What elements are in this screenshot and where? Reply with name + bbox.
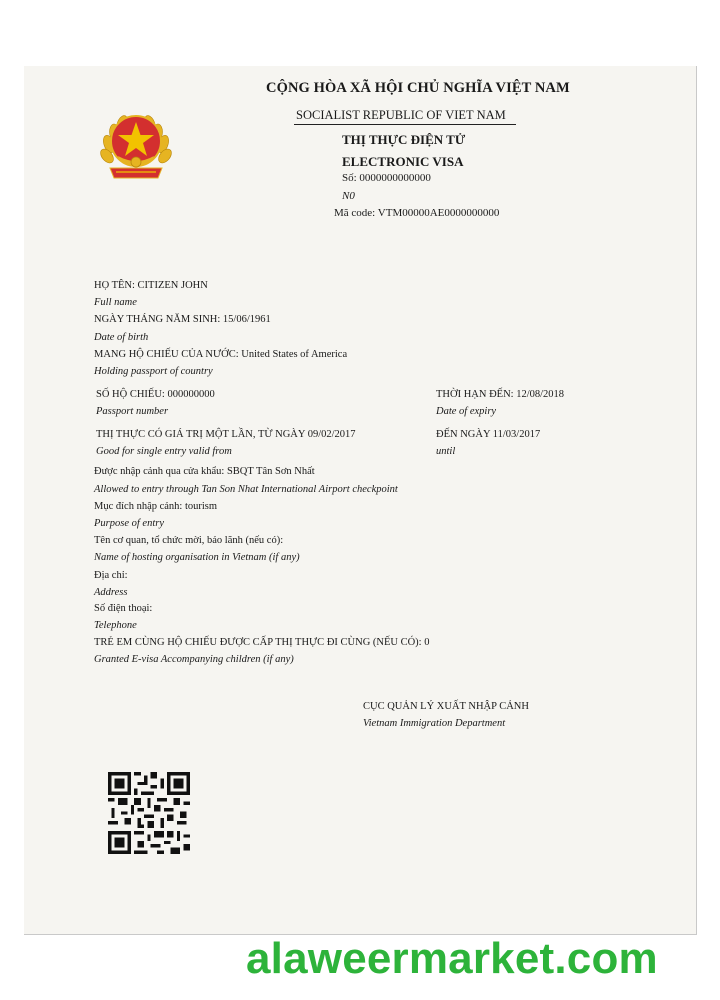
visa-number: Số: 0000000000000 <box>342 172 431 184</box>
address-en: Address <box>94 587 128 598</box>
telephone-en: Telephone <box>94 620 137 631</box>
authority-en: Vietnam Immigration Department <box>363 718 506 729</box>
passport-number-en: Passport number <box>96 406 169 417</box>
expiry-vn: THỜI HẠN ĐẾN: 12/08/2018 <box>436 389 565 400</box>
entry-point-en: Allowed to entry through Tan Son Nhat International Airport checkpoint <box>94 484 398 495</box>
valid-from-vn: THỊ THỰC CÓ GIÁ TRỊ MỘT LẦN, TỪ NGÀY 09/02/2017 <box>96 429 356 440</box>
passport-number-vn: SỐ HỘ CHIẾU: 000000000 <box>96 389 215 400</box>
authority-vn: CỤC QUẢN LÝ XUẤT NHẬP CẢNH <box>363 701 529 712</box>
purpose-vn: Mục đích nhập cảnh: tourism <box>94 501 218 512</box>
hosting-org-vn: Tên cơ quan, tổ chức mời, bảo lãnh (nếu có): <box>94 535 284 546</box>
telephone-vn: Số điện thoại: <box>94 603 153 614</box>
valid-from-en: Good for single entry valid from <box>96 446 232 457</box>
expiry-en: Date of expiry <box>436 406 497 417</box>
address-vn: Địa chỉ: <box>94 570 128 581</box>
full-name-en: Full name <box>94 297 137 308</box>
dob-en: Date of birth <box>94 332 149 343</box>
until-en: until <box>436 446 456 457</box>
country-en: Holding passport of country <box>94 366 213 377</box>
hosting-org-en: Name of hosting organisation in Vietnam (if any) <box>94 552 300 563</box>
republic-title-en: SOCIALIST REPUBLIC OF VIET NAM <box>296 108 506 122</box>
watermark-text: alaweermarket.com <box>246 934 658 983</box>
dob-vn: NGÀY THÁNG NĂM SINH: 15/06/1961 <box>94 314 271 325</box>
republic-title-vn: CỘNG HÒA XÃ HỘI CHỦ NGHĨA VIỆT NAM <box>266 80 570 96</box>
header-divider <box>294 124 516 125</box>
purpose-en: Purpose of entry <box>94 518 164 529</box>
ma-code: Mã code: VTM00000AE0000000000 <box>334 207 500 219</box>
country-vn: MANG HỘ CHIẾU CỦA NƯỚC: United States of America <box>94 349 348 360</box>
entry-point-vn: Được nhập cảnh qua cửa khẩu: SBQT Tân Sơn Nhất <box>94 466 315 477</box>
until-vn: ĐẾN NGÀY 11/03/2017 <box>436 429 541 440</box>
full-name-vn: HỌ TÊN: CITIZEN JOHN <box>94 280 208 291</box>
children-en: Granted E-visa Accompanying children (if any) <box>94 654 294 665</box>
visa-number-label-en: N0 <box>342 190 355 202</box>
visa-title-en: ELECTRONIC VISA <box>342 154 464 169</box>
national-emblem-icon <box>96 104 176 184</box>
visa-title-vn: THỊ THỰC ĐIỆN TỬ <box>342 132 466 147</box>
qr-code-icon <box>106 772 192 854</box>
children-vn: TRẺ EM CÙNG HỘ CHIẾU ĐƯỢC CẤP THỊ THỰC ĐI CÙNG (NẾU CÓ): 0 <box>94 637 430 648</box>
